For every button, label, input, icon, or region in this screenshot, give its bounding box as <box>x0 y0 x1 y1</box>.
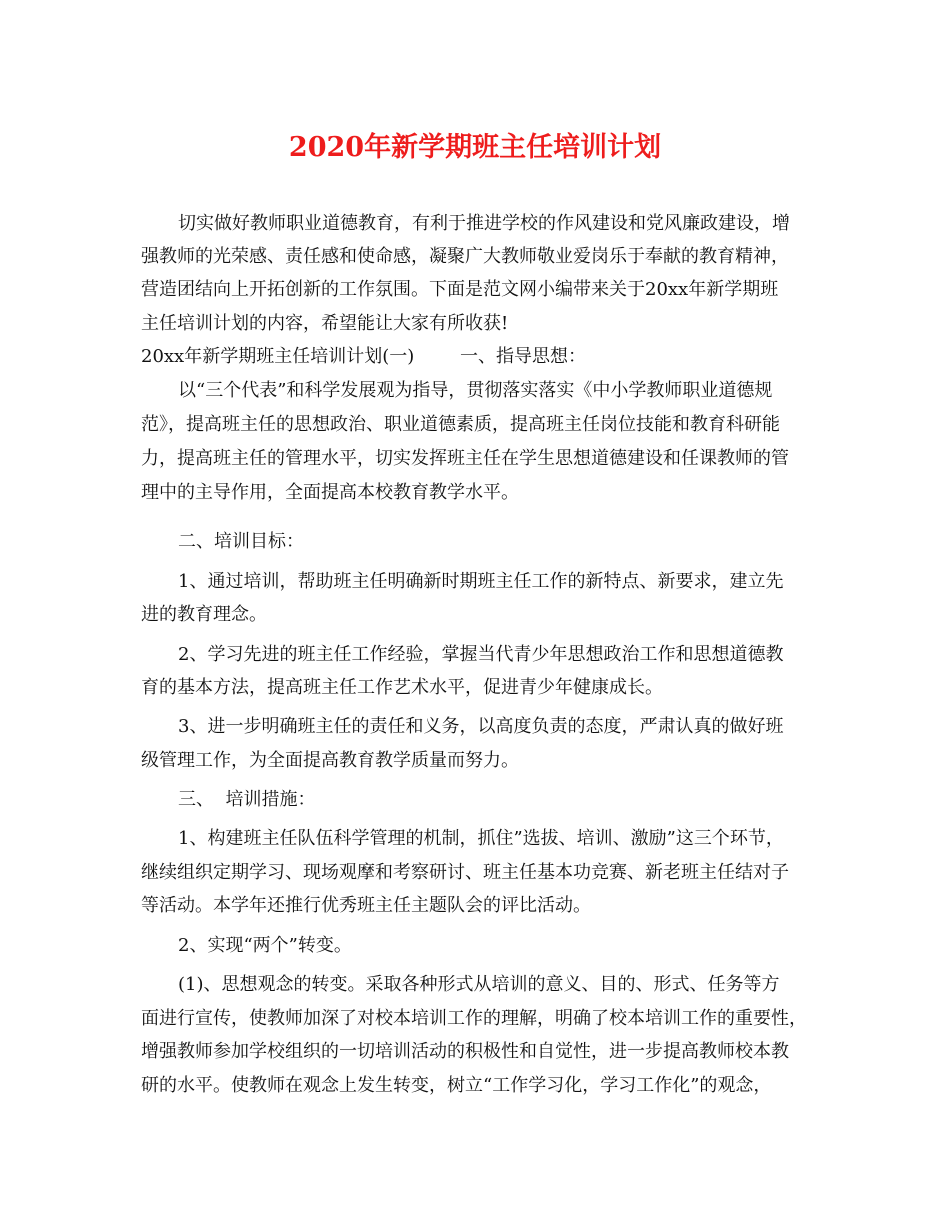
paragraph-line: 以“三个代表”和科学发展观为指导，贯彻落实落实《中小学教师职业道德规 <box>178 380 773 401</box>
paragraph-line: 范》，提高班主任的思想政治、职业道德素质，提高班主任岗位技能和教育科研能 <box>141 414 780 435</box>
paragraph-line: (1)、思想观念的转变。采取各种形式从培训的意义、目的、形式、任务等方 <box>178 974 780 995</box>
paragraph-line: 进的教育理念。 <box>141 604 267 625</box>
paragraph-line: 力，提高班主任的管理水平，切实发挥班主任在学生思想道德建设和任课教师的管 <box>141 448 789 469</box>
paragraph-line: 切实做好教师职业道德教育，有利于推进学校的作风建设和党风廉政建设，增 <box>178 213 790 234</box>
section-heading: 三、 培训措施： <box>178 789 316 810</box>
paragraph-line: 3、进一步明确班主任的责任和义务，以高度负责的态度，严肃认真的做好班 <box>178 716 784 737</box>
paragraph-line: 研的水平。使教师在观念上发生转变，树立“工作学习化，学习工作化”的观念， <box>141 1075 772 1096</box>
paragraph-line: 2、学习先进的班主任工作经验，掌握当代青少年思想政治工作和思想道德教 <box>178 644 784 665</box>
section-heading: 二、培训目标： <box>178 531 304 552</box>
document-title: 2020年新学期班主任培训计划 <box>288 132 662 163</box>
paragraph-line: 面进行宣传，使教师加深了对校本培训工作的理解，明确了校本培训工作的重要性， <box>141 1008 807 1029</box>
paragraph-line: 级管理工作，为全面提高教育教学质量而努力。 <box>141 750 519 771</box>
paragraph-line: 1、通过培训，帮助班主任明确新时期班主任工作的新特点、新要求，建立先 <box>178 571 784 592</box>
paragraph-line: 理中的主导作用，全面提高本校教育教学水平。 <box>141 482 519 503</box>
paragraph-line: 营造团结向上开拓创新的工作氛围。下面是范文网小编带来关于20xx年新学期班 <box>141 279 779 300</box>
paragraph-line: 强教师的光荣感、责任感和使命感，凝聚广大教师敬业爱岗乐于奉献的教育精神， <box>141 246 789 267</box>
paragraph-line: 2、实现“两个”转变。 <box>178 935 352 956</box>
paragraph-line: 等活动。本学年还推行优秀班主任主题队会的评比活动。 <box>141 895 591 916</box>
paragraph-line: 主任培训计划的内容，希望能让大家有所收获! <box>141 313 509 334</box>
paragraph-line: 增强教师参加学校组织的一切培训活动的积极性和自觉性，进一步提高教师校本教 <box>141 1041 789 1062</box>
paragraph-line: 育的基本方法，提高班主任工作艺术水平，促进青少年健康成长。 <box>141 677 663 698</box>
paragraph-line: 继续组织定期学习、现场观摩和考察研讨、班主任基本功竞赛、新老班主任结对子 <box>141 862 789 883</box>
paragraph-line: 20xx年新学期班主任培训计划(一) 一、指导思想： <box>141 346 587 367</box>
paragraph-line: 1、构建班主任队伍科学管理的机制，抓住”选拔、培训、激励”这三个环节， <box>178 828 784 849</box>
